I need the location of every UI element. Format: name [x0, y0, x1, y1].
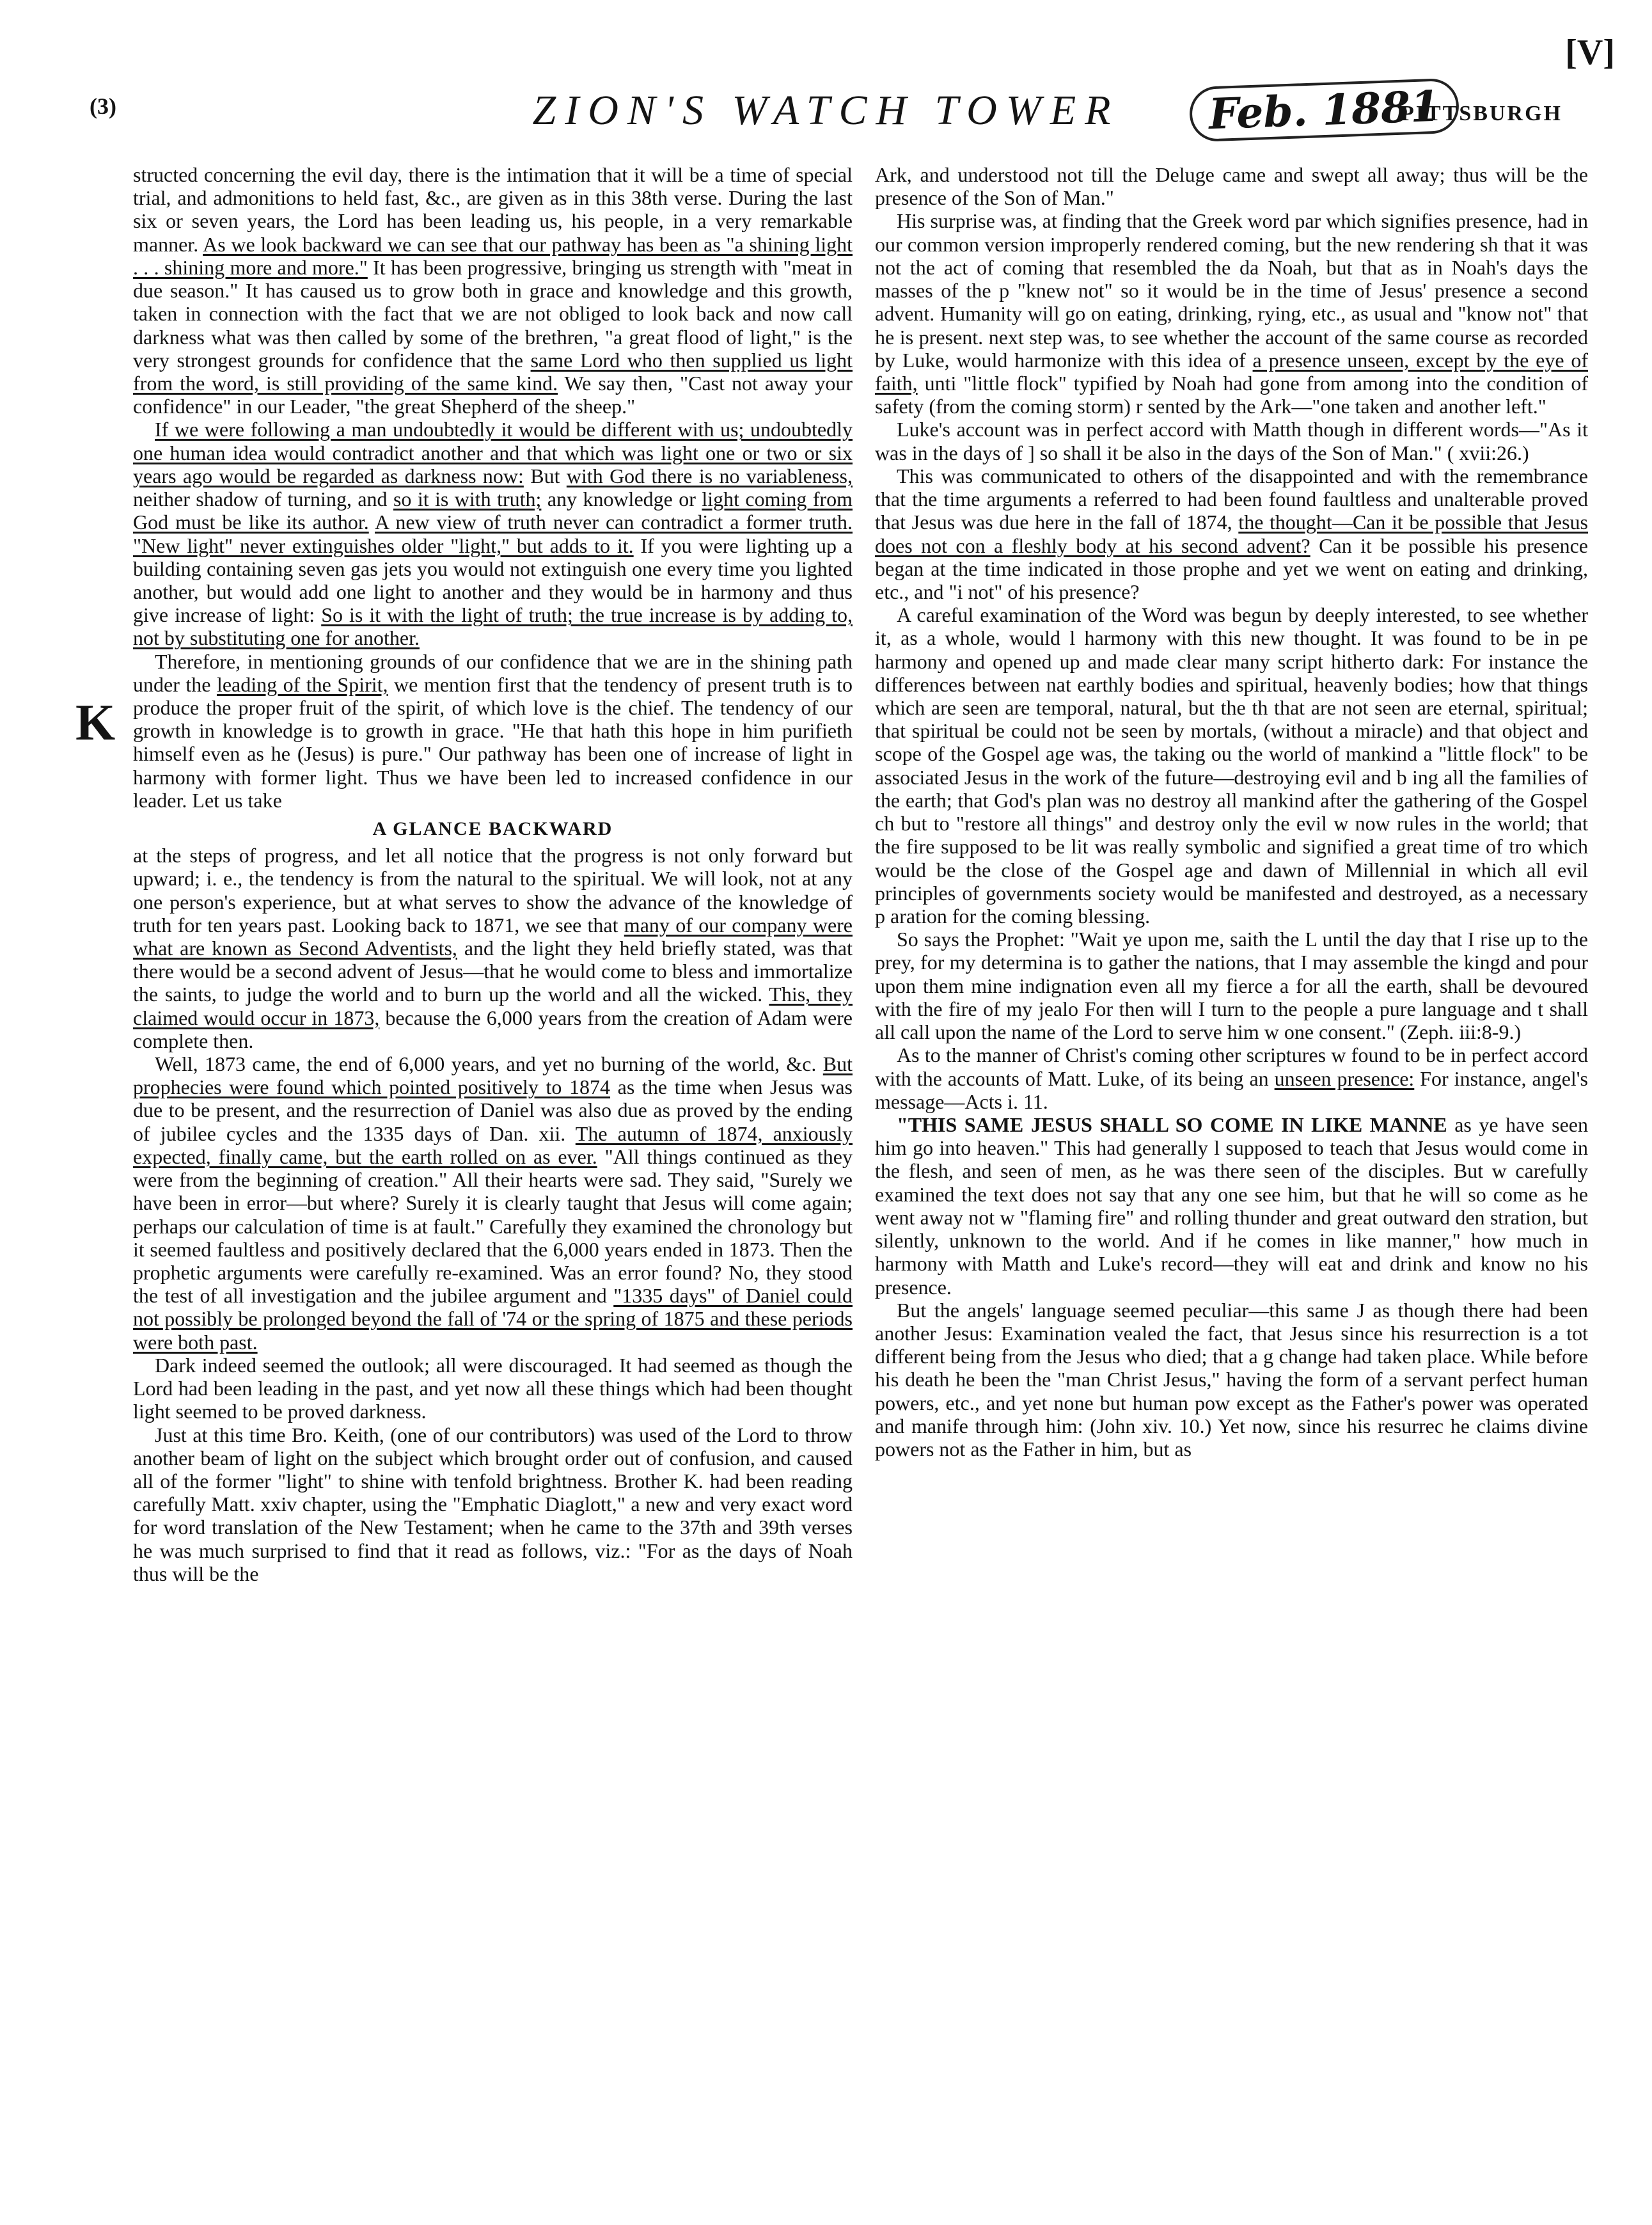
left-column: [133, 163, 853, 2178]
paragraph: As to the manner of Christ's coming other scriptures w found to be in perfect accord with the accounts of Matt. Luke, of its being an unseen presence: For instance, angel's message—Acts i. 11.: [875, 1043, 1588, 1113]
page-number: (3): [90, 93, 116, 119]
paragraph: But the angels' language seemed peculiar—this same J as though there had been another Jesus: Examination vealed the fact, that Jesus since his resurrection is a tot different being from the Jesus who died; that a g change had taken place. While before his death he been the "man Christ Jesus," having the form of a servant perfect human powers, etc., and yet none but human pow except as the Father's power was operated and manife through him: (John xiv. 10.) Yet now, since his resurrec he claims divine powers not as the Father in him, but as: [875, 1298, 1588, 1461]
paragraph: His surprise was, at finding that the Greek word par which signifies presence, had in our common version improperly rendered coming, but the new rendering sh that it was not the act of coming that resembled the da Noah, but that as in Noah's days the masses of the p "knew not" so it would be in the time of Jesus' presence a second advent. Humanity will go on eating, drinking, rying, etc., as usual and "know not" that he is present. next step was, to see whether the account of the same course as recorded by Luke, would harmonize with this idea of a presence unseen, except by the eye of faith, unti "little flock" typified by Noah had gone from among into the condition of safety (from the coming storm) r sented by the Ark—"one taken and another left.": [875, 209, 1588, 418]
underlined-passage: light coming from God must be like its author.: [133, 487, 853, 534]
section-heading: A GLANCE BACKWARD: [372, 818, 613, 840]
paragraph: Ark, and understood not till the Deluge came and swept all away; thus will be the presence of the Son of Man.": [875, 163, 1588, 210]
underlined-passage: But prophecies were found which pointed positively to 1874: [133, 1052, 853, 1099]
underlined-passage: with God there is no variableness,: [566, 464, 853, 487]
underlined-passage: The autumn of 1874, anxiously expected, finally came, but the earth rolled on as ever.: [133, 1121, 853, 1168]
underlined-passage: unseen presence:: [1274, 1066, 1415, 1090]
archive-corner-label: [V]: [1565, 33, 1615, 72]
scripture-quote-lead: "THIS SAME JESUS SHALL SO COME IN LIKE MANNE: [897, 1112, 1447, 1136]
paragraph: "THIS SAME JESUS SHALL SO COME IN LIKE MANNE as ye have seen him go into heaven." This had generally l supposed to teach that Jesus would come in the flesh, and seen of men, as he was there seen of the disciples. But w carefully examined the text does not say that any one see him, but that he will so come as he went away not w "flaming fire" and rolling thunder and great outward den stration, but silently, unknown to the world. And if he comes in like manner," how much in harmony with Matth and Luke's record—they will eat and drink and know no his presence.: [875, 1112, 1588, 1299]
paragraph: So says the Prophet: "Wait ye upon me, saith the L until the day that I rise up to the prey, for my determina is to gather the nations, that I may assemble the kingd and pour upon them mine indignation even all my fierce a for all the earth, shall be devoured with the fire of my jealo For then will I turn to the people a pure language and t shall all call upon the name of the Lord to serve him w one consent." (Zeph. iii:8-9.): [875, 928, 1588, 1044]
underlined-passage: This, they claimed would occur in 1873,: [133, 983, 853, 1029]
underlined-passage: As we look backward we can see that our pathway has been as "a shining light . . . shining more and more.": [133, 232, 853, 279]
underlined-passage: "1335 days" of Daniel could not possibly be prolonged beyond the fall of '74 or the spring of 1875 and these periods were both past.: [133, 1284, 853, 1354]
paragraph: structed concerning the evil day, there is the intimation that it will be a time of special trial, and admonitions to held fast, &c., are given as in this 38th verse. During the last six or seven years, the Lord has been leading us, his people, in a very remarkable manner. As we look backward we can see that our pathway has been as "a shining light . . . shining more and more." It has been progressive, bringing us strength with "meat in due season." It has caused us to grow both in grace and knowledge and this growth, taken in connection with the fact that we are not obliged to look back and now call darkness what was then called by some of the brethren, "a great flood of light," is the very strongest grounds for confidence that the same Lord who then supplied us light from the word, is still providing of the same kind. We say then, "Cast not away your confidence" in our Leader, "the great Shepherd of the sheep.": [133, 163, 853, 418]
underlined-passage: leading of the Spirit,: [216, 672, 388, 696]
paragraph: Well, 1873 came, the end of 6,000 years, and yet no burning of the world, &c. But prophecies were found which pointed positively to 1874 as the time when Jesus was due to be present, and the resurrection of Daniel was also due as proved by the ending of jubilee cycles and the 1335 days of Dan. xii. The autumn of 1874, anxiously expected, finally came, but the earth rolled on as ever. "All things continued as they were from the beginning of creation." All their hearts were sad. They said, "Surely we have been in error—but where? Surely it is clearly taught that Jesus will come again; perhaps our calculation of time is at fault." Carefully they examined the chronology but it seemed faultless and positively declared that the 6,000 years ended in 1873. Then the prophetic arguments were carefully re-examined. Was an error found? No, they stood the test of all investigation and the jubilee argument and "1335 days" of Daniel could not possibly be prolonged beyond the fall of '74 or the spring of 1875 and these periods were both past.: [133, 1052, 853, 1354]
underlined-passage: so it is with truth;: [393, 487, 542, 511]
underlined-passage: many of our company were what are known as Second Adventists,: [133, 913, 853, 960]
underlined-passage: same Lord who then supplied us light from the word, is still providing of the same kind.: [133, 348, 853, 395]
underlined-passage: A new view of truth never can contradict a former truth. "New light" never extinguishes older "light," but adds to it.: [133, 511, 853, 557]
paragraph: If we were following a man undoubtedly it would be different with us; undoubtedly one human idea would contradict another and that which was light one or two or six years ago would be regarded as darkness now: But with God there is no variableness, neither shadow of turning, and so it is with truth; any knowledge or light coming from God must be like its author. A new view of truth never can contradict a former truth. "New light" never extinguishes older "light," but adds to it. If you were lighting up a building containing seven gas jets you would not extinguish one every time you lighted another, but would add one light to another and they would be in harmony and thus give increase of light: So is it with the light of truth; the true increase is by adding to, not by substituting one for another.: [133, 418, 853, 650]
paragraph: This was communicated to others of the disappointed and with the remembrance that the time arguments a referred to had been found faultless and unalterable proved that Jesus was due here in the fall of 1874, the thought—Can it be possible that Jesus does not con a fleshly body at his second advent? Can it be possible his presence began at the time indicated in those prophe and yet we went on eating and drinking, etc., and "i not" of his presence?: [875, 464, 1588, 603]
underlined-passage: a presence unseen, except by the eye of faith,: [875, 348, 1588, 395]
masthead-header: [90, 81, 1562, 144]
underlined-passage: If we were following a man undoubtedly it would be different with us; undoubtedly one human idea would contradict another and that which was light one or two or six years ago would be regarded as darkness now:: [133, 418, 853, 487]
paragraph: Dark indeed seemed the outlook; all were discouraged. It had seemed as though the Lord had been leading in the past, and yet now all these things which had been thought light seemed to be proved darkness.: [133, 1353, 853, 1423]
underlined-passage: the thought—Can it be possible that Jesus does not con a fleshly body at his second advent?: [875, 511, 1588, 557]
paragraph: at the steps of progress, and let all notice that the progress is not only forward but upward; i. e., the tendency is from the natural to the spiritual. We will look, not at any one person's experience, but at what serves to show the advance of the knowledge of truth for ten years past. Looking back to 1871, we see that many of our company were what are known as Second Adventists, and the light they held briefly stated, was that there would be a second advent of Jesus—that he would come to bless and immortalize the saints, to judge the world and to burn up the world and all the wicked. This, they claimed would occur in 1873, because the 6,000 years from the creation of Adam were complete then.: [133, 844, 853, 1052]
margin-annotation-mark: K: [75, 695, 116, 751]
right-column: [875, 163, 1588, 2178]
paragraph: Just at this time Bro. Keith, (one of our contributors) was used of the Lord to throw another beam of light on the subject which brought order out of confusion, and caused all of the former "light" to shine with tenfold brightness. Brother K. had been reading carefully Matt. xxiv chapter, using the "Emphatic Diaglott," a new and very exact word for word translation of the New Testament; when he came to the 37th and 39th verses he was much surprised to find that it read as follows, viz.: "For as the days of Noah thus will be the: [133, 1423, 853, 1585]
paragraph: Luke's account was in perfect accord with Matth though in different words—"As it was in the days of ] so shall it be also in the days of the Son of Man." ( xvii:26.): [875, 418, 1588, 464]
paragraph: Therefore, in mentioning grounds of our confidence that we are in the shining path under the leading of the Spirit, we mention first that the tendency of present truth is to produce the proper fruit of the spirit, of which love is the chief. The tendency of our growth in knowledge is to growth in grace. "He that hath this hope in him purifieth himself even as he (Jesus) is pure." Our pathway has been one of increase of light in harmony with former light. Thus we have been led to increased confidence in our leader. Let us take: [133, 649, 853, 812]
handwritten-date-annotation: Feb. 1881: [1189, 78, 1460, 143]
paragraph: A careful examination of the Word was begun by deeply interested, to see whether it, as a whole, would l harmony with this new thought. It was found to be in pe harmony and opened up and made clear many script hitherto dark: For instance the differences between nat earthly bodies and spiritual, heavenly bodies; how that things which are seen are temporal, natural, but the th that are not seen are eternal, spiritual; that spiritual be could not be seen by mortals, (without a miracle) and that object and scope of the Gospel age was, the taking ou the world of mankind a "little flock" to be associated Jesus in the work of the future—destroying evil and b ing all the families of the earth; that God's plan was no destroy all mankind after the gathering of the Gospel ch but to "restore all things" and destroy only the evil w now rules in the world; that the fire supposed to be lit was really symbolic and signified a great time of tro which would be the close of the Gospel age and dawn of Millennial in which all evil principles of governments society would be manifested and destroyed, as a necessary p aration for the coming blessing.: [875, 603, 1588, 928]
masthead-city: PITTSBURGH: [1401, 102, 1562, 125]
masthead-title: ZION'S WATCH TOWER: [532, 87, 1120, 134]
underlined-passage: So is it with the light of truth; the true increase is by adding to, not by substituting one for another.: [133, 603, 853, 650]
